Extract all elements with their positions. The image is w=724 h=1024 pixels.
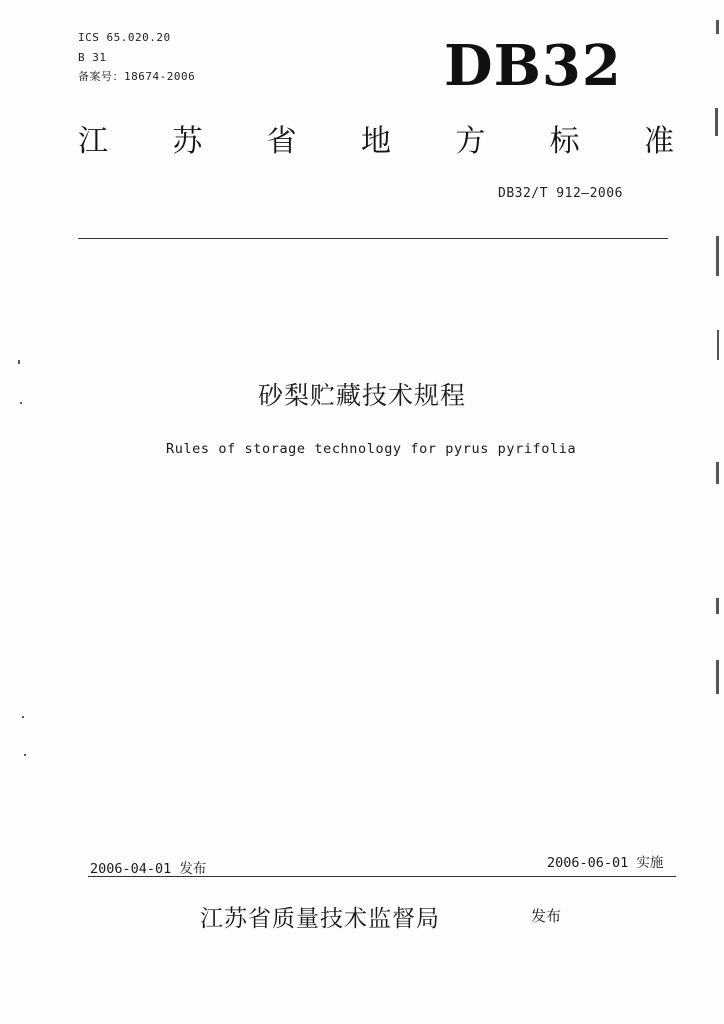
scan-speck: [22, 716, 24, 718]
title-chinese: 砂梨贮藏技术规程: [257, 381, 466, 410]
record-number: 备案号：18674-2006: [78, 70, 196, 83]
title-english: Rules of storage technology for pyrus pyrifolia: [166, 441, 577, 457]
scan-speck: [716, 236, 719, 276]
issuer-suffix: 发布: [531, 907, 562, 925]
ics-code: ICS 65.020.20: [78, 31, 171, 44]
scan-speck: [716, 660, 719, 694]
scan-speck: [717, 330, 719, 360]
standard-type-char: 地: [360, 124, 391, 159]
classification-code: B 31: [78, 51, 107, 64]
standard-number: DB32/T 912—2006: [498, 186, 623, 201]
scan-speck: [18, 360, 20, 364]
footer-divider: [88, 876, 676, 877]
standard-type-char: 江: [78, 124, 108, 159]
standard-type-char: 方: [455, 124, 486, 159]
issuer-name: 江苏省质量技术监督局: [200, 906, 440, 932]
scan-speck: [716, 598, 719, 614]
implementation-date: 2006-06-01 实施: [547, 855, 664, 871]
standard-type-char: 准: [643, 124, 674, 159]
issue-date: 2006-04-01 发布: [90, 861, 207, 877]
scan-speck: [24, 754, 26, 756]
scan-speck: [715, 108, 718, 136]
scan-speck: [716, 20, 719, 34]
standard-type-char: 标: [549, 124, 580, 159]
scan-speck: [716, 462, 719, 484]
header-divider: [78, 238, 668, 239]
db32-code-mark: DB32: [444, 33, 622, 99]
standard-type-char: 苏: [172, 124, 203, 159]
standard-type-heading: [78, 122, 674, 162]
scan-speck: [20, 402, 22, 404]
standard-type-char: 省: [266, 124, 297, 159]
